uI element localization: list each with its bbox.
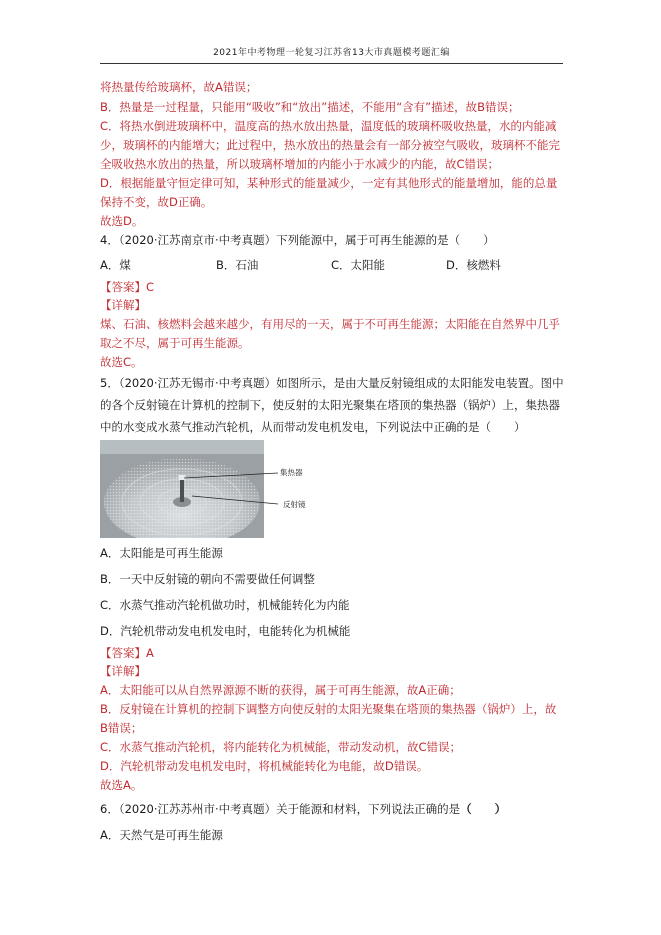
explain-line: 故选D。 [100, 214, 144, 228]
q5-option-c: C．水蒸气推动汽轮机做功时，机械能转化为内能 [100, 598, 350, 612]
question-4-options [100, 256, 565, 274]
collector-label: 集热器 [280, 468, 303, 477]
question-5-stem: 的各个反射镜在计算机的控制下，使反射的太阳光聚集在塔顶的集热器（锅炉）上，集热器 [100, 398, 560, 412]
detail-line: 取之不尽，属于可再生能源。 [100, 336, 250, 350]
answer-paren: （ ） [460, 802, 507, 816]
explain-line: C．将热水倒进玻璃杯中，温度高的热水放出热量，温度低的玻璃杯吸收热量，水的内能减 [100, 119, 557, 133]
option-b: B．石油 [216, 258, 259, 272]
explain-line: 少，玻璃杯的内能增大；此过程中，热水放出的热量会有一部分被空气吸收，玻璃杯不能完 [100, 138, 560, 152]
detail-line: 煤、石油、核燃料会越来越少，有用尽的一天，属于不可再生能源；太阳能在自然界中几乎 [100, 317, 560, 331]
answer-label: 【答案】C [100, 280, 155, 294]
choose-line: 故选A。 [100, 778, 143, 792]
detail-line: C．水蒸气推动汽轮机，将内能转化为机械能，带动发动机，故C错误； [100, 740, 462, 754]
mirror-label: 反射镜 [283, 500, 306, 509]
explain-line: 保持不变，故D正确。 [100, 195, 213, 209]
question-6-text: 6．（2020·江苏苏州市·中考真题）关于能源和材料，下列说法正确的是 [100, 802, 461, 816]
detail-line: B错误； [100, 721, 143, 735]
q5-option-a: A．太阳能是可再生能源 [100, 546, 223, 560]
detail-line: D．汽轮机带动发电机发电时，将机械能转化为电能，故D错误。 [100, 759, 429, 773]
option-a: A．煤 [100, 258, 131, 272]
figure-pointer-lines [182, 466, 282, 506]
option-d: D．核燃料 [446, 258, 501, 272]
explain-line: 将热量传给玻璃杯，故A错误； [100, 80, 258, 94]
detail-line: A．太阳能可以从自然界源源不断的获得，属于可再生能源，故A正确； [100, 683, 461, 697]
q6-option-a: A．天然气是可再生能源 [100, 828, 223, 842]
option-c: C．太阳能 [331, 258, 386, 272]
explain-line: 全吸收热水放出的热量，所以玻璃杯增加的内能小于水减少的内能，故C错误； [100, 157, 500, 171]
q5-option-d: D．汽轮机带动发电机发电时，电能转化为机械能 [100, 624, 351, 638]
page-header: 2021年中考物理一轮复习江苏省13大市真题模考题汇编 [100, 45, 563, 64]
question-4-stem: 4．（2020·江苏南京市·中考真题）下列能源中，属于可再生能源的是（ ） [100, 233, 495, 247]
detail-line: B．反射镜在计算机的控制下调整方向使反射的太阳光聚集在塔顶的集热器（锅炉）上，故 [100, 702, 557, 716]
choose-line: 故选C。 [100, 355, 143, 369]
explain-line: B．热量是一过程量，只能用“吸收”和“放出”描述，不能用“含有”描述，故B错误； [100, 100, 520, 114]
detail-label: 【详解】 [100, 298, 146, 312]
q5-option-b: B．一天中反射镜的朝向不需要做任何调整 [100, 572, 315, 586]
question-5-stem: 中的水变成水蒸气推动汽轮机，从而带动发电机发电，下列说法中正确的是（ ） [100, 420, 526, 434]
answer-label: 【答案】A [100, 646, 154, 660]
question-6-stem [100, 800, 506, 818]
explain-line: D．根据能量守恒定律可知，某种形式的能量减少，一定有其他形式的能量增加，能的总量 [100, 176, 558, 190]
detail-label: 【详解】 [100, 664, 146, 678]
question-5-stem: 5．（2020·江苏无锡市·中考真题）如图所示，是由大量反射镜组成的太阳能发电装置。图中 [100, 376, 564, 390]
